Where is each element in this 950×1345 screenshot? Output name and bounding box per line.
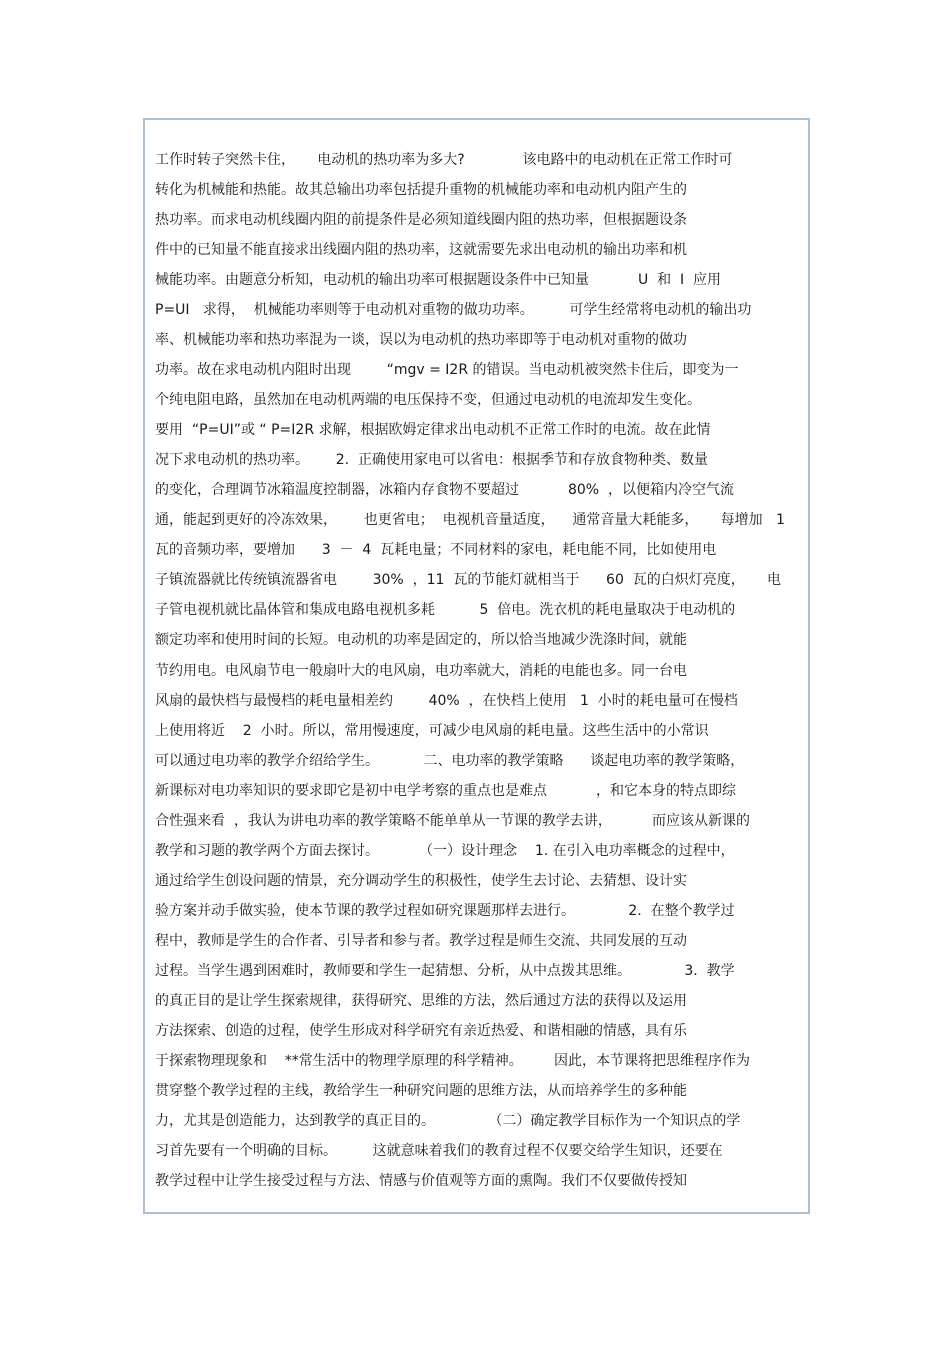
- text-line: 子镇流器就比传统镇流器省电 30% ，11 瓦的节能灯就相当于 60 瓦的白炽灯亮度， 电: [155, 572, 781, 589]
- text-line: 新课标对电功率知识的要求即它是初中电学考察的重点也是难点 ，和它本身的特点即综: [155, 782, 736, 799]
- text-line: 械能功率。由题意分析知，电动机的输出功率可根据题设条件中已知量 U 和 I 应用: [155, 272, 722, 289]
- text-line: 贯穿整个教学过程的主线，教给学生一种研究问题的思维方法，从而培养学生的多种能: [155, 1082, 687, 1099]
- text-line: 的真正目的是让学生探索规律，获得研究、思维的方法，然后通过方法的获得以及运用: [155, 992, 687, 1009]
- text-line: 工作时转子突然卡住， 电动机的热功率为多大? 该电路中的电动机在正常工作时可: [155, 152, 733, 168]
- text-line: 个纯电阻电路，虽然加在电动机两端的电压保持不变，但通过电动机的电流却发生变化。: [155, 392, 701, 409]
- text-line: 的变化，合理调节冰箱温度控制器，冰箱内存食物不要超过 80% ，以便箱内冷空气流: [155, 482, 734, 499]
- text-line: 验方案并动手做实验，使本节课的教学过程如研究课题那样去进行。 2. 在整个教学过: [155, 902, 735, 919]
- text-line: 教学过程中让学生接受过程与方法、情感与价值观等方面的熏陶。我们不仅要做传授知: [155, 1173, 687, 1190]
- text-line: 瓦的音频功率，要增加 3 － 4 瓦耗电量；不同材料的家电，耗电能不同，比如使用电: [155, 542, 717, 559]
- text-line: 通，能起到更好的冷冻效果， 也更省电； 电视机音量适度， 通常音量大耗能多， 每增加 1: [155, 512, 785, 529]
- text-line: 子管电视机就比晶体管和集成电路电视机多耗 5 倍电。洗衣机的耗电量取决于电动机的: [155, 602, 736, 619]
- text-line: 方法探索、创造的过程，使学生形成对科学研究有亲近热爱、和谐相融的情感，具有乐: [155, 1022, 687, 1039]
- text-line: 要用 “P=UI”或 “ P=I2R 求解，根据欧姆定律求出电动机不正常工作时的电流。故在此情: [155, 422, 711, 439]
- text-line: P=UI 求得， 机械能功率则等于电动机对重物的做功功率。 可学生经常将电动机的输出功: [155, 302, 752, 319]
- text-line: 功率。故在求电动机内阻时出现 “mgv = I2R 的错误。当电动机被突然卡住后，即变为一: [155, 362, 739, 379]
- text-line: 过程。当学生遇到困难时，教师要和学生一起猜想、分析，从中点拨其思维。 3. 教学: [155, 962, 735, 979]
- text-line: 于探索物理现象和 **常生活中的物理学原理的科学精神。 因此，本节课将把思维程序作为: [155, 1052, 750, 1069]
- text-line: 力，尤其是创造能力，达到教学的真正目的。 （二）确定教学目标作为一个知识点的学: [155, 1112, 741, 1129]
- text-line: 节约用电。电风扇节电一般扇叶大的电风扇，电功率就大，消耗的电能也多。同一台电: [155, 662, 687, 679]
- text-line: 率、机械能功率和热功率混为一谈，误以为电动机的热功率即等于电动机对重物的做功: [155, 332, 687, 349]
- text-line: 额定功率和使用时间的长短。电动机的功率是固定的，所以恰当地减少洗涤时间，就能: [155, 632, 687, 649]
- text-line: 程中，教师是学生的合作者、引导者和参与者。教学过程是师生交流、共同发展的互动: [155, 932, 687, 949]
- text-line: 转化为机械能和热能。故其总输出功率包括提升重物的机械能功率和电动机内阻产生的: [155, 182, 687, 199]
- text-line: 上使用将近 2 小时。所以，常用慢速度，可减少电风扇的耗电量。这些生活中的小常识: [155, 722, 709, 739]
- text-line: 热功率。而求电动机线圈内阻的前提条件是必须知道线圈内阻的热功率，但根据题设条: [155, 212, 687, 229]
- text-line: 通过给学生创设问题的情景，充分调动学生的积极性，使学生去讨论、去猜想、设计实: [155, 872, 687, 889]
- text-line: 可以通过电功率的教学介绍给学生。 二、电功率的教学策略 谈起电功率的教学策略，: [155, 752, 745, 769]
- text-line: 件中的已知量不能直接求出线圈内阻的热功率，这就需要先求出电动机的输出功率和机: [155, 242, 687, 259]
- text-line: 况下求电动机的热功率。 2. 正确使用家电可以省电：根据季节和存放食物种类、数量: [155, 452, 708, 469]
- text-line: 风扇的最快档与最慢档的耗电量相差约 40% ，在快档上使用 1 小时的耗电量可在慢档: [155, 692, 738, 709]
- text-line: 教学和习题的教学两个方面去探讨。 （一）设计理念 1. 在引入电功率概念的过程中，: [155, 842, 735, 859]
- text-line: 合性强来看 ，我认为讲电功率的教学策略不能单单从一节课的教学去讲， 而应该从新课的: [155, 812, 750, 829]
- text-line: 习首先要有一个明确的目标。 这就意味着我们的教育过程不仅要交给学生知识，还要在: [155, 1142, 723, 1159]
